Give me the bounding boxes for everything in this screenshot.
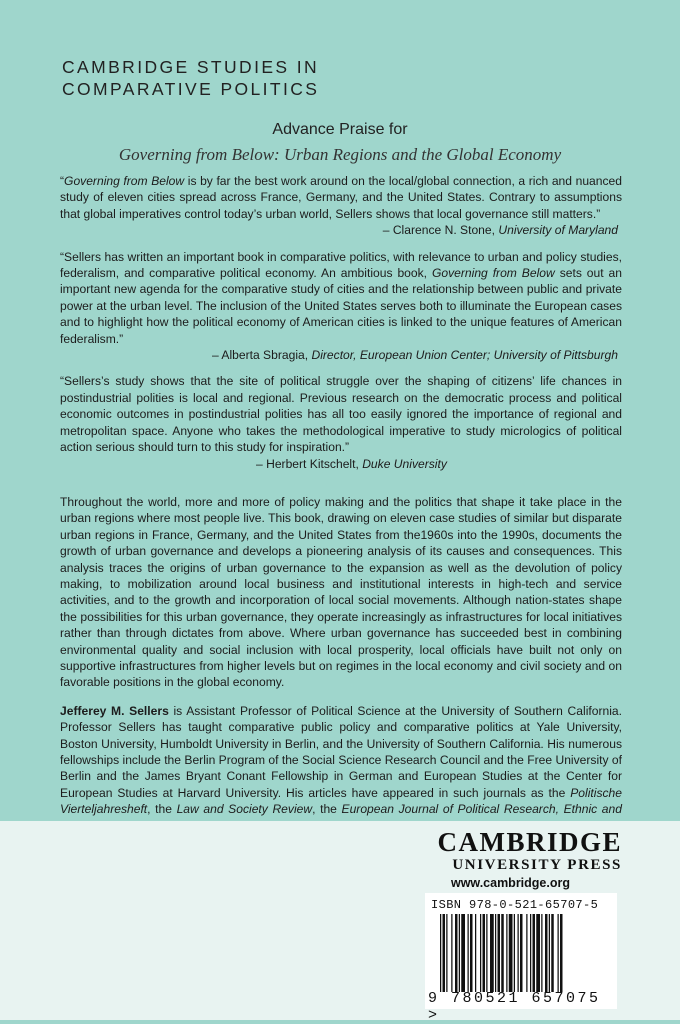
barcode-bar [468,914,469,992]
barcode-bar [490,914,494,992]
barcode-bar [495,914,496,992]
barcode-digits: 9 780521 657075 > [428,990,601,1024]
barcode-bar [558,914,559,992]
barcode-bar [461,914,465,992]
barcode-bar [486,914,487,992]
publisher-logo: CAMBRIDGE [437,827,622,857]
barcode-bar [459,914,460,992]
barcode-bar [514,914,515,992]
barcode-bar [520,914,523,992]
barcode-bar [545,914,548,992]
quote-text: “Sellers has written an important book in comparative politics, with relevance to urban and policy studies, federalism, and comparative political economy. An ambitious book, Governing from Below sets out an important new agenda for the comparative study of cities and the relationship between public and private power at the urban level. The inclusion of the United States serves both to illuminate the European cases and to highlight how the political economy of American cities is linked to the unique features of American federalism.” [60,249,622,346]
author-name: Jefferey M. Sellers [60,703,169,718]
barcode-bar [509,914,513,992]
quote-kitschelt [60,373,622,471]
barcode-bar [541,914,542,992]
praise-label: Advance Praise for [272,121,408,138]
barcode-bar [455,914,458,992]
barcode-bar [480,914,481,992]
quote-attribution: – Clarence N. Stone, University of Maryland [382,223,618,238]
quote-book-title: Governing from Below [431,266,555,281]
barcode-bar [536,914,540,992]
author-bio: Jefferey M. Sellers is Assistant Professor of Political Science at the University of Southern California. Professor Sellers has taught comparative public policy and comparative politics at Yale University, Boston University, Humboldt University in Berlin, and the University of Southern California. His numerous fellowships include the Berlin Program of the Social Science Research Council and the Free University of Berlin and the James Bryant Conant Fellowship in German and European Studies at the Center for European Studies at Harvard University. His articles have appeared in such journals as the Politische Vierteljahresheft, the Law and Society Review, the European Journal of Political Research, Ethnic and [60,703,623,817]
series-title-line2: COMPARATIVE POLITICS [62,79,320,99]
barcode-bar [451,914,452,992]
book-title: Governing from Below: Urban Regions and the Global Economy [118,145,562,164]
series-title-line1: CAMBRIDGE STUDIES IN [62,57,320,77]
publisher-logo-sub: UNIVERSITY PRESS [452,857,622,873]
barcode-bar [549,914,550,992]
praise-heading [0,120,680,166]
barcode-bar [483,914,486,992]
quote-sbragia [60,249,622,364]
quote-attribution: – Alberta Sbragia, Director, European Union Center; University of Pittsburgh [211,348,618,363]
barcode-bar [530,914,531,992]
isbn-label: ISBN 978-0-521-65707-5 [431,898,599,912]
barcode-bar [506,914,507,992]
barcode-bar [501,914,504,992]
barcode-bar [475,914,476,992]
barcode-bar [440,914,441,992]
barcode-bar [446,914,447,992]
quote-book-title: Governing from Below [64,174,185,188]
back-cover-text [60,173,622,834]
barcode-bar [560,914,563,992]
series-title [62,56,319,100]
publisher-url[interactable]: www.cambridge.org [450,876,570,890]
barcode-bar [526,914,527,992]
barcode-bar [518,914,519,992]
quote-stone [60,173,622,239]
barcode-bar [443,914,446,992]
barcode [440,914,610,992]
quote-attribution: – Herbert Kitschelt, Duke University [256,456,447,471]
barcode-bar [551,914,554,992]
book-description: Throughout the world, more and more of policy making and the politics that shape it take place in the urban regions where most people live. This book, drawing on eleven case studies of similar but disparate urban regions in France, Germany, and the United States from the1960s into the 1990s, documents the growth of urban governance and develops a pioneering analysis of its causes and consequences. This analysis traces the origins of urban governance to the expansion as well as the devolution of policy making, to mobilization around local business and institutional interests in high-tech and service activities, and to the growth and incorporation of local social movements. Although nation-states shape the possibilities for this urban governance, they operate increasingly as infrastructures for local initiatives rather than through dictates from above. Where urban governance has succeeded best in combining environmental quality and social inclusion with local prosperity, local officials have built not only on supportive infrastructures from higher levels but on regimes in the local economy and civil society and on favorable positions in the global economy. [60,494,622,690]
barcode-bar [470,914,473,992]
barcode-bar [533,914,536,992]
quote-text: “Governing from Below is by far the best work around on the local/global connection, a rich and nuanced study of eleven cities spread across France, Germany, and the United States. Contrary to assumptions that global imperatives control today’s urban world, Sellers shows that local governance still matters.” [60,174,622,221]
quote-text: “Sellers’s study shows that the site of political struggle over the shaping of citizens’ life chances in postindustrial polities is local and regional. Previous research on the democratic process and political economic outcomes in postindustrial polities has all too easily ignored the importance of regional and metropolitan space. Anyone who takes the methodological imperative to study micrologics of political action serious should turn to this study for inspiration.” [60,374,622,455]
barcode-bar [498,914,501,992]
